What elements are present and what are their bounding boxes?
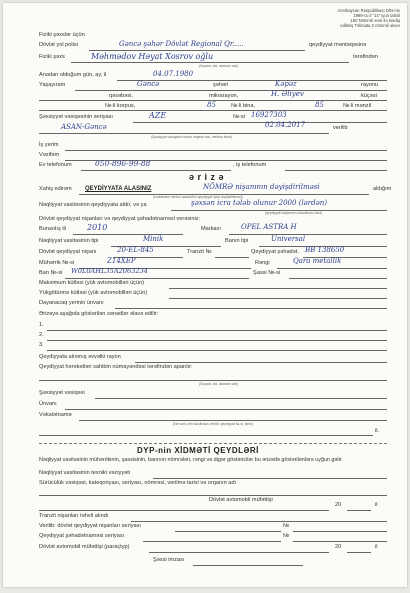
id-label: Şəxsiyyət vəsiqəsinin seriyası <box>39 114 113 120</box>
year-label: Buraxılış ili <box>39 226 67 232</box>
header-line-3: 180 Nömrəli əmri ilə təsdiq <box>350 18 400 23</box>
max-mass-label: Maksimum kütləsi (yük avtomobilləri üçün) <box>39 280 145 286</box>
year-suffix: il <box>375 502 378 508</box>
transit-given-label: Tranzit nişanları təhvil alındı <box>39 513 109 519</box>
person-label: Fiziki şəxs <box>39 54 65 60</box>
birth-value: 04.07.1980 <box>153 70 194 78</box>
year2-suffix: il <box>375 544 378 550</box>
inspector-label: Dövlət avtomobil müfəttişi <box>209 497 273 503</box>
year2-prefix: 20 <box>335 544 342 550</box>
plate-value: 20-EL-845 <box>117 246 154 254</box>
rep-addr-label: Ünvanı <box>39 401 57 407</box>
purchased-label: Nəqliyyat vasitəsinin qeydiyyata aldır, və ya <box>39 202 147 208</box>
color-label: Rəngi <box>255 260 270 266</box>
request-label: Xahiş edirəm <box>39 186 72 192</box>
work-phone-label: , iş telefonum <box>233 162 267 168</box>
rayon-label: rayonu <box>361 82 379 88</box>
engine-value: Z14XEP <box>107 257 136 265</box>
cert-value: BB 138650 <box>305 246 345 254</box>
rayon-value: Kəpəz <box>275 80 297 88</box>
menzil-label: №-li mənzil <box>343 103 372 109</box>
bina-value: 85 <box>207 101 216 109</box>
work-label: İş yerim <box>39 142 59 148</box>
request-tail: aldığım <box>373 186 392 192</box>
street-label: küçəsi <box>361 93 377 99</box>
phone-value: 050-896-99-88 <box>95 159 151 168</box>
street-value: H. Əliyev <box>271 90 304 98</box>
rep-id-label: Şəxsiyyət vəsiqəsi <box>39 390 85 396</box>
transit-label: Tranzit № <box>187 249 212 255</box>
attachment-3: 3. <box>39 342 44 348</box>
id-series: AZE <box>149 111 167 120</box>
request-type: QEYDİYYATA ALASINIZ <box>85 186 152 192</box>
sign-label: Şəxsi imzası <box>153 557 185 563</box>
korpus-label: №-li korpus, <box>105 103 136 109</box>
menzil-value: 85 <box>315 101 324 109</box>
birth-label: Anadan olduğum gün, ay, il <box>39 72 107 78</box>
header-line-1: Azərbaycan Respublikası DİN-nin <box>337 8 400 13</box>
parking-address-label: Dayanacaq yerinin ünvanı <box>39 300 104 306</box>
cert-given-label: Qeydiyyat şəhadətnaməsi seriyası <box>39 533 125 539</box>
request-value: NÖMRƏ nişanının dəyişdirilməsi <box>203 183 320 191</box>
body-type-label: Banın tipi <box>225 238 249 244</box>
police-value: Gəncə şəhər Dövlət Regional Qr..... <box>119 40 244 48</box>
qesebe-label: qəsəbəsi, <box>109 93 133 99</box>
signature-year-label: il. <box>375 428 380 434</box>
representative-label: Qeydiyyat hərəkətləri sahibin nümayəndəsi tərəfindən aparılır: <box>39 364 193 370</box>
id-issuer-value: ASAN-Gəncə <box>61 123 107 131</box>
chassis-label: Şassi №-si <box>253 270 281 276</box>
police-tail: qeydiyyat məntəqəsinə <box>309 42 367 48</box>
docs-label: Dövlət qeydiyyat nişanları və qeydiyyat şəhadətnaməsi verəsiniz: <box>39 216 201 222</box>
person-value: Məhmədov Həyat Xosrov oğlu <box>91 52 214 61</box>
residence-label: Yaşayıram <box>39 82 66 88</box>
phone-label: Ev telefonum <box>39 162 72 168</box>
license-label: Sürücülük vəsiqəsi, kateqoriyası, seriyası, nömrəsi, verilmə tarixi və orqanın adı <box>39 480 237 486</box>
city-value: Gəncə <box>137 80 160 88</box>
color-value: Qara metallik <box>293 257 342 265</box>
id-issuer-label: verilib <box>333 125 348 131</box>
city-label: şəhəri <box>213 82 229 88</box>
cert-label: Qeydiyyat şəhadət. <box>251 249 299 255</box>
brand-value: OPEL ASTRA H <box>241 223 297 231</box>
tech-condition-label: Nəqliyyat vasitəsinin texniki vəziyyəti <box>39 470 131 476</box>
person-hint: (Soyadı, adı, atasının adı) <box>199 64 239 68</box>
engine-label: Mühərrik №-si <box>39 260 75 266</box>
mikro-label: mikrarayon, <box>209 93 239 99</box>
inspector2-label: Dövlət avtomobil müfəttişi (paraçtyp) <box>39 544 130 550</box>
rep-power-label: Vəkalətnamə <box>39 412 72 418</box>
rep-power-hint: (Ne vaxt, kim tərəfindən verilib, qeydiyyat №-si, tarixi) <box>173 422 254 426</box>
body-type-value: Universal <box>271 235 306 243</box>
attachments-label: Ərizəyə aşağıda göstərilən sənədlər əlavə edilir: <box>39 311 159 317</box>
position-label: Vəzifəm <box>39 152 60 158</box>
prev-reg-label: Qeydiyyata alınmış əvvəlki rayon <box>39 354 121 360</box>
purchased-value: şəxsən icra tələb olunur 2000 (lərdən) <box>191 199 328 207</box>
bina-label: №-li bina, <box>231 103 256 109</box>
fullname-label: Fiziki şəxslər üçün <box>39 32 85 38</box>
purchased-hint: (qeydiyyat haqlarının ödənilməsi üzrə) <box>265 211 323 215</box>
year-prefix: 20 <box>335 502 342 508</box>
plates-given-label: Verilib: dövlət qeydiyyat nişanları seriyası <box>39 523 141 529</box>
vehicle-type-value: Minik <box>143 235 164 243</box>
id-hint: (Şəxsiyyət vəsiqəsini verən orqanın adı, verilmə tarixi) <box>151 135 233 139</box>
request-hint: (məlumatın verilən təsadüfün qeydiyyat üçün dəyişdirilməsi) <box>153 195 243 199</box>
cert-no-label: № <box>283 533 290 539</box>
registration-application-form <box>3 3 407 587</box>
year-value: 2010 <box>87 223 108 232</box>
person-tail: tərəfindən <box>353 54 378 60</box>
id-no-label: №-si <box>233 114 245 120</box>
application-title: ə r i z ə <box>189 172 225 182</box>
vin-label: Ban №-si <box>39 270 63 276</box>
plate-label: Dövlət qeydiyyat nişanı <box>39 249 97 255</box>
attachment-2: 2. <box>39 332 44 338</box>
brand-label: Markası <box>201 226 221 232</box>
load-mass-label: Yükgötürmə kütləsi (yük avtomobilləri üçün) <box>39 290 148 296</box>
attachment-1: 1. <box>39 322 44 328</box>
rep-hint: (Soyadı, adı, atasının adı) <box>199 382 239 386</box>
service-note: Nəqliyyat vasitəsinin mühərrikinin, şassisinin, banının nömrələri, rəngi və digər göstəricilər bu ərizədə göstərilənlərə uyğun gəlir. <box>39 457 343 463</box>
plates-no-label: № <box>283 523 290 529</box>
header-line-2: 1999-cu il "14" iyun tarixli <box>353 13 400 18</box>
form-header <box>265 8 400 28</box>
header-line-4: edilmiş Təlimata 2 nömrəli əlavə <box>340 23 400 28</box>
vehicle-type-label: Nəqliyyat vasitəsinin tipi <box>39 238 99 244</box>
vin-value: W0L0AHL35A2063234 <box>71 267 148 275</box>
id-date: 02.04.2017 <box>265 121 306 129</box>
id-number: 16927303 <box>251 111 287 119</box>
service-title: DYP-nin XİDMƏTİ QEYDLƏRİ <box>137 446 259 455</box>
submitted-label: Dövlət yol polisi <box>39 42 78 48</box>
